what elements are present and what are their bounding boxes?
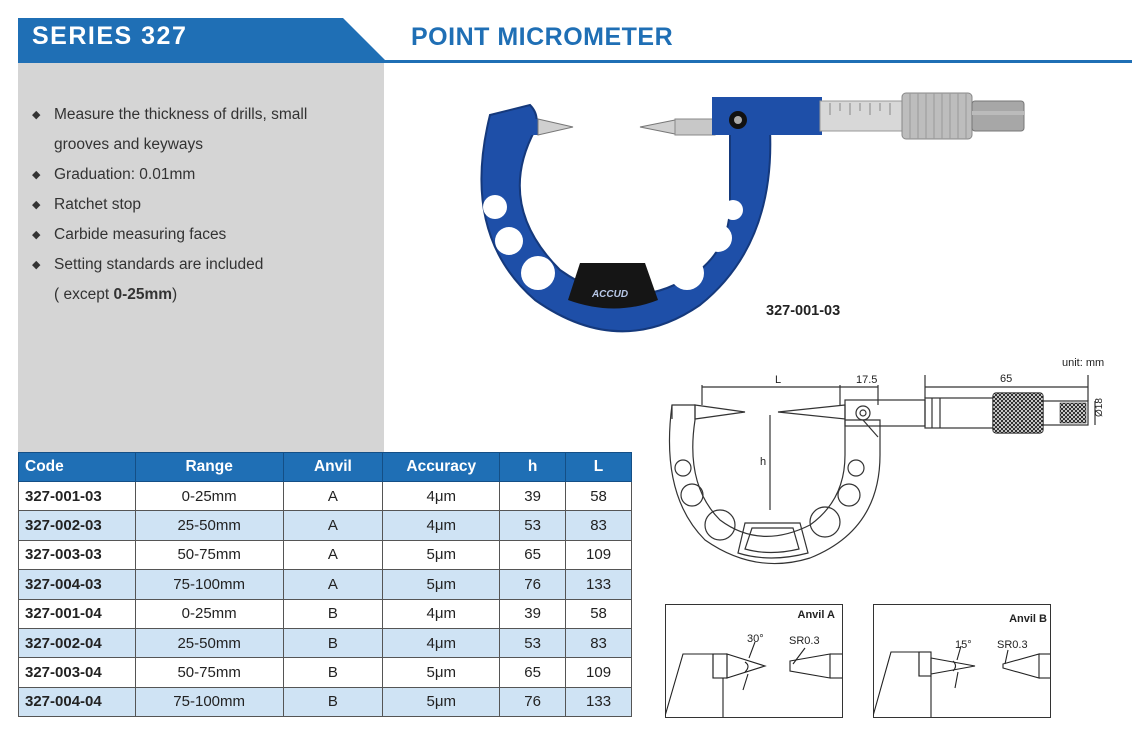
cell-accuracy: 4μm	[383, 628, 500, 657]
cell-range: 25-50mm	[135, 628, 283, 657]
diamond-bullet-icon: ◆	[32, 109, 41, 121]
series-label: SERIES 327	[32, 22, 188, 50]
cell-h: 65	[500, 658, 566, 687]
dimension-drawing	[650, 365, 1120, 595]
table-row	[19, 570, 632, 599]
cell-code: 327-002-03	[19, 511, 136, 540]
cell-code: 327-002-04	[19, 628, 136, 657]
table-row	[19, 599, 632, 628]
cell-accuracy: 4μm	[383, 511, 500, 540]
col-header-range: Range	[135, 453, 283, 482]
cell-range: 0-25mm	[135, 482, 283, 511]
feature-item-continuation: grooves and keyways	[54, 136, 204, 153]
feature-item: ◆ Setting standards are included	[32, 250, 374, 280]
anvil-a-radius: SR0.3	[789, 635, 820, 647]
table-header-row	[19, 453, 632, 482]
table-row	[19, 511, 632, 540]
cell-l: 133	[566, 570, 632, 599]
diamond-bullet-icon: ◆	[32, 169, 41, 181]
dim-label-h: h	[760, 456, 767, 468]
anvil-b-angle: 15°	[955, 639, 972, 651]
anvil-b-radius: SR0.3	[997, 639, 1028, 651]
anvil-b-title: Anvil B	[1009, 613, 1047, 625]
cell-range: 0-25mm	[135, 599, 283, 628]
cell-range: 25-50mm	[135, 511, 283, 540]
cell-range: 75-100mm	[135, 687, 283, 716]
diamond-bullet-icon: ◆	[32, 199, 41, 211]
feature-item: ◆ Carbide measuring faces	[32, 220, 374, 250]
dim-label-diameter: Ø18	[1094, 398, 1105, 417]
cell-l: 58	[566, 599, 632, 628]
anvil-b-detail	[873, 604, 1051, 719]
cell-l: 133	[566, 687, 632, 716]
feature-item: ◆ Ratchet stop	[32, 190, 374, 220]
cell-anvil: A	[283, 482, 383, 511]
cell-l: 109	[566, 540, 632, 569]
cell-code: 327-003-04	[19, 658, 136, 687]
col-header-accuracy: Accuracy	[383, 453, 500, 482]
cell-code: 327-001-03	[19, 482, 136, 511]
cell-h: 53	[500, 511, 566, 540]
cell-code: 327-004-04	[19, 687, 136, 716]
dim-label-17: 17.5	[856, 374, 878, 386]
cell-l: 83	[566, 511, 632, 540]
cell-code: 327-004-03	[19, 570, 136, 599]
cell-accuracy: 5μm	[383, 687, 500, 716]
cell-accuracy: 4μm	[383, 482, 500, 511]
col-header-anvil: Anvil	[283, 453, 383, 482]
table-row	[19, 658, 632, 687]
dim-label-L: L	[775, 374, 782, 386]
anvil-a-title: Anvil A	[797, 609, 835, 621]
cell-h: 53	[500, 628, 566, 657]
cell-anvil: A	[283, 540, 383, 569]
cell-l: 58	[566, 482, 632, 511]
cell-h: 39	[500, 599, 566, 628]
cell-l: 83	[566, 628, 632, 657]
cell-l: 109	[566, 658, 632, 687]
cell-accuracy: 5μm	[383, 540, 500, 569]
spec-table	[18, 452, 632, 717]
cell-anvil: B	[283, 658, 383, 687]
col-header-code: Code	[19, 453, 136, 482]
dim-label-65: 65	[1000, 373, 1013, 385]
anvil-a-detail	[665, 604, 843, 719]
feature-item-continuation: ( except 0-25mm)	[54, 286, 178, 303]
cell-h: 39	[500, 482, 566, 511]
page-title: POINT MICROMETER	[411, 23, 674, 51]
cell-code: 327-001-04	[19, 599, 136, 628]
cell-range: 75-100mm	[135, 570, 283, 599]
anvil-a-angle: 30°	[747, 633, 764, 645]
cell-h: 76	[500, 687, 566, 716]
diamond-bullet-icon: ◆	[32, 259, 41, 271]
unit-label: unit: mm	[1062, 357, 1105, 369]
diamond-bullet-icon: ◆	[32, 229, 41, 241]
table-row	[19, 628, 632, 657]
table-row	[19, 482, 632, 511]
col-header-l: L	[566, 453, 632, 482]
micrometer-photo	[440, 85, 1040, 355]
cell-range: 50-75mm	[135, 658, 283, 687]
cell-accuracy: 5μm	[383, 570, 500, 599]
feature-item: ◆ Measure the thickness of drills, small	[32, 100, 374, 130]
cell-code: 327-003-03	[19, 540, 136, 569]
photo-code-label: 327-001-03	[766, 303, 841, 319]
cell-h: 65	[500, 540, 566, 569]
table-row	[19, 687, 632, 716]
cell-anvil: A	[283, 570, 383, 599]
feature-item: ◆ Graduation: 0.01mm	[32, 160, 374, 190]
col-header-h: h	[500, 453, 566, 482]
cell-anvil: B	[283, 687, 383, 716]
table-row	[19, 540, 632, 569]
cell-accuracy: 5μm	[383, 658, 500, 687]
cell-anvil: B	[283, 628, 383, 657]
brand-logo: ACCUD	[591, 289, 629, 300]
cell-range: 50-75mm	[135, 540, 283, 569]
cell-anvil: A	[283, 511, 383, 540]
feature-list	[32, 100, 374, 310]
cell-h: 76	[500, 570, 566, 599]
cell-accuracy: 4μm	[383, 599, 500, 628]
cell-anvil: B	[283, 599, 383, 628]
